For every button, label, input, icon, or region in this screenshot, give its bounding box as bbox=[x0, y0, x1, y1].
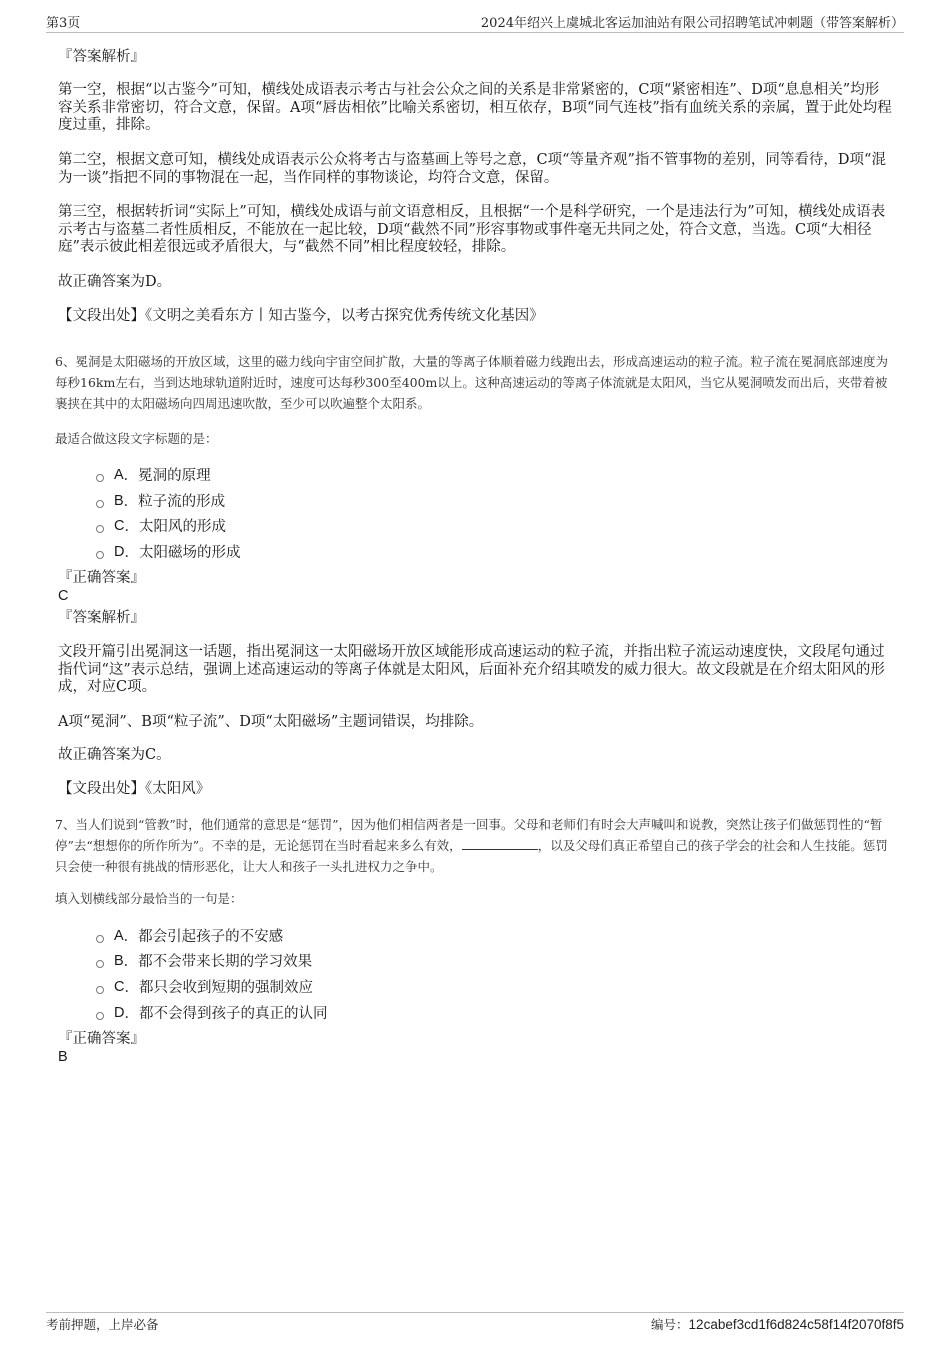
q5-analysis-p3: 第三空，根据转折词“实际上”可知，横线处成语与前文语意相反，且根据“一个是科学研究，一个是违法行为”可知，横线处成语表示考古与盗墓二者性质相反，不能放在一起比较，D项“截然不同”形容事物或事件毫无共同之处，符合文意，当选。C项“大相径庭”表示彼此相差很远或矛盾很大，与“截然不同”相比程度较轻，排除。 bbox=[58, 204, 886, 255]
radio-icon[interactable] bbox=[96, 1012, 104, 1020]
q6-option-c[interactable]: C ． 太阳风的形成 bbox=[96, 515, 226, 536]
page-header bbox=[46, 12, 904, 33]
q6-analysis-p2: A项“冕洞”、B项“粒子流”、D项“太阳磁场”主题词错误，均排除。 bbox=[58, 714, 484, 730]
radio-icon[interactable] bbox=[96, 935, 104, 943]
q5-analysis-p2: 第二空，根据文意可知，横线处成语表示公众将考古与盗墓画上等号之意，C项“等量齐观”指不管事物的差别，同等看待，D项“混为一谈”指把不同的事物混在一起，当作同样的事物谈论，均符合文意，保留。 bbox=[58, 152, 886, 186]
q6-correct-label: 『正确答案』 bbox=[58, 570, 145, 586]
q6-option-b[interactable]: B ． 粒子流的形成 bbox=[96, 490, 225, 511]
radio-icon[interactable] bbox=[96, 500, 104, 508]
q6-prompt: 最适合做这段文字标题的是： bbox=[55, 431, 218, 446]
q5-conclusion: 故正确答案为D。 bbox=[58, 274, 172, 290]
q5-source: 【文段出处】《文明之美看东方丨知古鉴今，以考古探究优秀传统文化基因》 bbox=[58, 308, 544, 324]
document-title: 2024年绍兴上虞城北客运加油站有限公司招聘笔试冲刺题（带答案解析） bbox=[480, 16, 904, 31]
q6-option-a[interactable]: A ． 冕洞的原理 bbox=[96, 464, 211, 485]
q7-question-text: 7、当人们说到“管教”时，他们通常的意思是“惩罚”，因为他们相信两者是一回事。父母和老师们有时会大声喊叫和说教，突然让孩子们做惩罚性的“暂停”去“想想你的所作所为”。不幸的是，无论惩罚在当时看起来多么有效， ，以及父母们真正希望自己的孩子学会的社会和人生技能。惩罚只会使一种很有挑战的情形恶化，让大人和孩子一头扎进权力之争中。 bbox=[55, 817, 888, 874]
q7-option-d[interactable]: D ． 都不会得到孩子的真正的认同 bbox=[96, 1002, 327, 1023]
q7-option-c[interactable]: C ． 都只会收到短期的强制效应 bbox=[96, 976, 313, 997]
q6-analysis-p1: 文段开篇引出冕洞这一话题，指出冕洞这一太阳磁场开放区域能形成高速运动的粒子流，并指出粒子流运动速度快，文段尾句通过指代词“这”表示总结，强调上述高速运动的等离子体就是太阳风，后面补充介绍其喷发的威力很大。故文段就是在介绍太阳风的形成，对应C项。 bbox=[58, 644, 885, 695]
q7-option-a[interactable]: A ． 都会引起孩子的不安感 bbox=[96, 925, 283, 946]
footer-slogan: 考前押题，上岸必备 bbox=[46, 1317, 159, 1332]
document-code: 编号：12cabef3cd1f6d824c58f14f2070f8f5 bbox=[651, 1317, 904, 1332]
q5-analysis-label: 『答案解析』 bbox=[58, 49, 145, 65]
radio-icon[interactable] bbox=[96, 960, 104, 968]
q7-correct-label: 『正确答案』 bbox=[58, 1031, 145, 1047]
q6-analysis-label: 『答案解析』 bbox=[58, 610, 145, 626]
q6-correct-answer: C bbox=[58, 588, 69, 604]
q6-question-text: 6、冕洞是太阳磁场的开放区域，这里的磁力线向宇宙空间扩散，大量的等离子体顺着磁力线跑出去，形成高速运动的粒子流。粒子流在冕洞底部速度为每秒16km左右，当到达地球轨道附近时，速度可达每秒300至400m以上。这种高速运动的等离子体流就是太阳风，当它从冕洞喷发而出后，夹带着被裹挟在其中的太阳磁场向四周迅速吹散，至少可以吹遍整个太阳系。 bbox=[55, 354, 888, 411]
q5-analysis-p1: 第一空，根据“以古鉴今”可知，横线处成语表示考古与社会公众之间的关系是非常紧密的，C项“紧密相连”、D项“息息相关”均形容关系非常密切，符合文意，保留。A项“唇齿相依”比喻关系密切，相互依存，B项“同气连枝”指有血统关系的亲属，置于此处均程度过重，排除。 bbox=[58, 82, 892, 133]
radio-icon[interactable] bbox=[96, 474, 104, 482]
radio-icon[interactable] bbox=[96, 986, 104, 994]
q7-prompt: 填入划横线部分最恰当的一句是： bbox=[55, 891, 243, 906]
page-footer bbox=[46, 1312, 904, 1335]
answer-blank bbox=[462, 837, 538, 850]
radio-icon[interactable] bbox=[96, 525, 104, 533]
q6-source: 【文段出处】《太阳风》 bbox=[58, 781, 211, 797]
q7-option-b[interactable]: B ． 都不会带来长期的学习效果 bbox=[96, 950, 312, 971]
page-number: 第3页 bbox=[46, 16, 81, 31]
radio-icon[interactable] bbox=[96, 551, 104, 559]
q6-conclusion: 故正确答案为C。 bbox=[58, 747, 171, 763]
q7-correct-answer: B bbox=[58, 1049, 68, 1065]
q6-option-d[interactable]: D ． 太阳磁场的形成 bbox=[96, 541, 240, 562]
